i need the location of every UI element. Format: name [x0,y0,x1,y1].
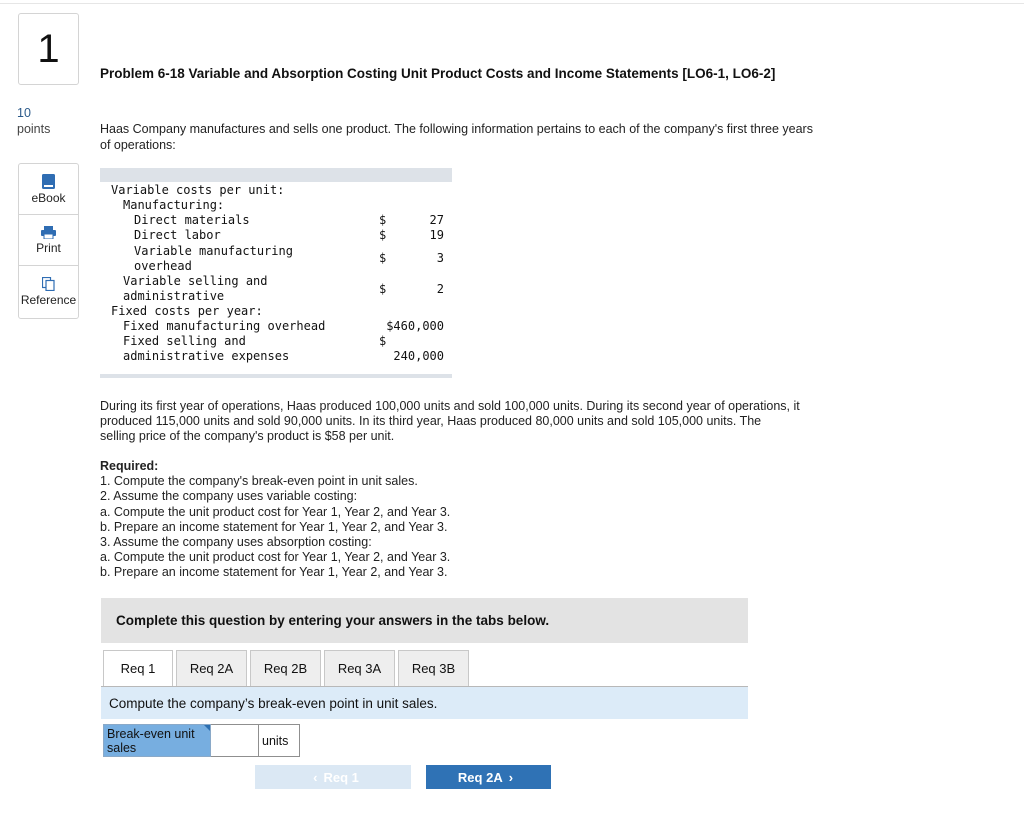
answer-row [103,724,300,757]
fixed-costs-header: Fixed costs per year: [111,304,263,318]
variable-selling-currency: $ [379,282,387,296]
required-heading: Required: [100,459,159,473]
variable-costs-header: Variable costs per unit: [111,183,285,197]
copy-icon [42,277,55,291]
tab-req-3b[interactable]: Req 3B [398,650,469,687]
prev-req-label: Req 1 [323,769,359,785]
cost-table [100,168,452,378]
direct-labor-value: 19 [429,228,444,242]
answer-unit: units [259,724,300,757]
cell-flag-icon [204,725,210,731]
next-req-button[interactable] [426,765,551,789]
printer-icon [41,226,56,239]
required-item: 1. Compute the company's break-even point in unit sales. [100,474,418,489]
problem-intro: Haas Company manufactures and sells one product. The following information pertains to each of the company's first three years of operations: [100,122,813,152]
resource-sidebar [18,163,79,319]
prev-req-button[interactable] [255,765,411,789]
requirement-tabs [103,650,472,687]
fixed-mfg-value: $460,000 [386,319,444,333]
variable-overhead-label-1: Variable manufacturing [134,244,293,258]
variable-overhead-currency: $ [379,251,387,265]
variable-selling-label-2: administrative [123,289,225,303]
fixed-selling-label-1: Fixed selling and [123,334,246,348]
manufacturing-header: Manufacturing: [123,198,225,212]
book-icon [42,174,55,189]
ebook-label: eBook [31,190,66,205]
print-button[interactable] [19,215,78,266]
points-label: points [17,122,51,136]
points-info [17,105,50,137]
variable-overhead-value: 3 [436,251,444,265]
ebook-button[interactable] [19,164,78,215]
answer-label-cell [103,724,211,757]
variable-overhead-label-2: overhead [134,259,192,273]
required-item: 2. Assume the company uses variable costing: [100,489,358,504]
direct-labor-label: Direct labor [134,228,221,242]
tab-req-2b[interactable]: Req 2B [250,650,321,687]
print-label: Print [36,240,61,255]
answer-label: Break-even unit sales [107,727,195,755]
instructions-banner: Complete this question by entering your answers in the tabs below. [101,598,748,643]
required-item: a. Compute the unit product cost for Year 1, Year 2, and Year 3. [100,550,451,565]
fixed-mfg-label: Fixed manufacturing overhead [123,319,326,333]
direct-labor-currency: $ [379,228,387,242]
problem-title: Problem 6-18 Variable and Absorption Costing Unit Product Costs and Income Statements [LO6-1, LO6-2] [100,66,776,81]
problem-paragraph: During its first year of operations, Haas produced 100,000 units and sold 100,000 units. During its second year of operations, it produced 115,000 units and sold 90,000 units. In its third year, Haas produced 80,000 units and sold 105,000 units. The selling price of the company's product is $58 per unit. [100,399,800,443]
task-prompt: Compute the company’s break-even point in unit sales. [101,687,748,719]
chevron-left-icon: ‹ [313,769,318,785]
direct-materials-value: 27 [429,213,444,227]
reference-button[interactable] [19,266,78,318]
next-req-label: Req 2A [457,769,503,785]
fixed-selling-label-2: administrative expenses [123,349,290,363]
required-item: 3. Assume the company uses absorption costing: [100,535,372,550]
reference-label: Reference [20,293,77,307]
required-item: a. Compute the unit product cost for Year 1, Year 2, and Year 3. [100,504,451,519]
fixed-selling-value: 240,000 [393,349,444,363]
chevron-right-icon: › [508,769,514,785]
tab-req-1[interactable]: Req 1 [103,650,173,687]
tab-req-3a[interactable]: Req 3A [324,650,395,687]
variable-selling-value: 2 [436,282,444,296]
direct-materials-label: Direct materials [134,213,250,227]
fixed-selling-currency: $ [379,334,387,348]
break-even-input[interactable] [211,724,259,757]
required-item: b. Prepare an income statement for Year 1, Year 2, and Year 3. [100,519,448,534]
required-item: b. Prepare an income statement for Year 1, Year 2, and Year 3. [100,565,448,580]
top-divider [0,3,1024,4]
required-section [100,459,800,581]
variable-selling-label-1: Variable selling and [123,274,268,288]
question-number: 1 [18,13,79,85]
direct-materials-currency: $ [379,213,387,227]
points-value: 10 [17,106,31,120]
tab-req-2a[interactable]: Req 2A [176,650,247,687]
